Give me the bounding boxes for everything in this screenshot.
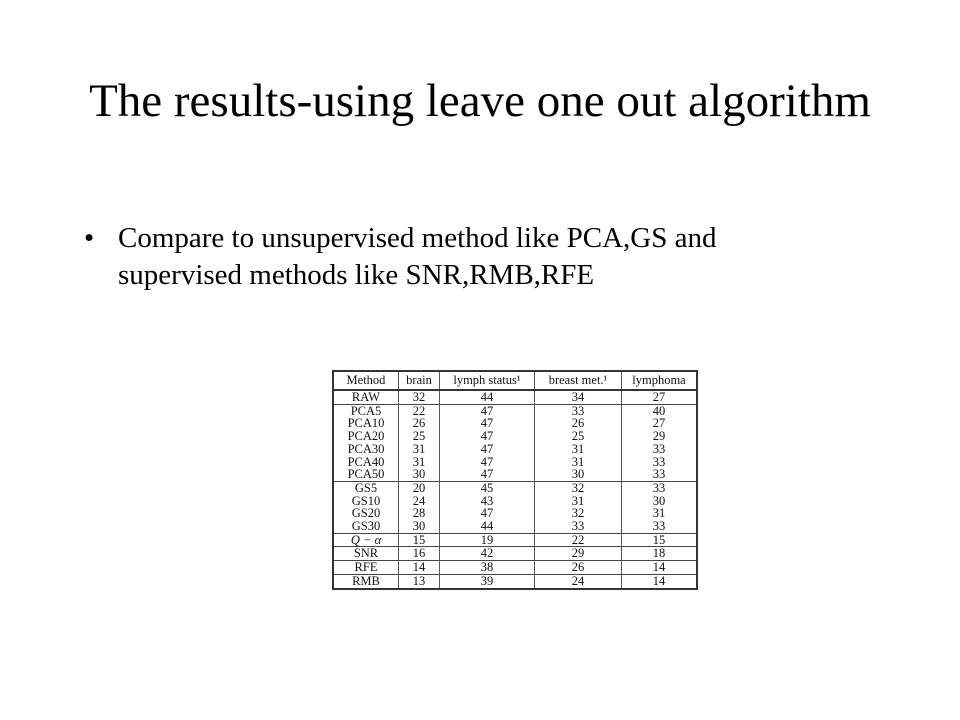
results-table	[332, 370, 698, 590]
cell-lymph-status: 45	[440, 481, 535, 494]
cell-brain: 13	[399, 574, 440, 588]
cell-method: SNR	[333, 547, 399, 561]
cell-method: RFE	[333, 561, 399, 575]
cell-lymph-status: 42	[440, 547, 535, 561]
table-row	[333, 495, 697, 508]
cell-brain: 30	[399, 468, 440, 481]
table-row-group	[333, 390, 697, 404]
cell-method: GS10	[333, 495, 399, 508]
table-row	[333, 533, 697, 547]
header-breast-met: breast met.¹	[535, 371, 622, 390]
cell-lymphoma: 33	[622, 520, 698, 533]
table-row	[333, 520, 697, 533]
cell-brain: 22	[399, 404, 440, 417]
table-row-group	[333, 533, 697, 547]
cell-method: RMB	[333, 574, 399, 588]
cell-method: PCA10	[333, 417, 399, 430]
table-row	[333, 481, 697, 494]
cell-lymph-status: 39	[440, 574, 535, 588]
cell-method: PCA5	[333, 404, 399, 417]
cell-lymphoma: 27	[622, 390, 698, 404]
table-row	[333, 417, 697, 430]
cell-method: GS30	[333, 520, 399, 533]
cell-method: PCA40	[333, 456, 399, 469]
cell-lymphoma: 14	[622, 574, 698, 588]
cell-lymphoma: 33	[622, 456, 698, 469]
table-row	[333, 390, 697, 404]
table-row	[333, 430, 697, 443]
cell-breast-met: 26	[535, 417, 622, 430]
table-row	[333, 468, 697, 481]
cell-lymphoma: 33	[622, 443, 698, 456]
cell-brain: 14	[399, 561, 440, 575]
cell-lymph-status: 47	[440, 417, 535, 430]
cell-breast-met: 30	[535, 468, 622, 481]
cell-method: PCA20	[333, 430, 399, 443]
cell-breast-met: 33	[535, 520, 622, 533]
cell-lymph-status: 47	[440, 456, 535, 469]
cell-lymph-status: 47	[440, 430, 535, 443]
header-method: Method	[333, 371, 399, 390]
cell-lymph-status: 44	[440, 520, 535, 533]
table-row	[333, 561, 697, 575]
cell-method: RAW	[333, 390, 399, 404]
cell-lymph-status: 43	[440, 495, 535, 508]
cell-breast-met: 32	[535, 481, 622, 494]
bullet-dot-icon: •	[84, 222, 95, 254]
cell-breast-met: 29	[535, 547, 622, 561]
cell-breast-met: 31	[535, 495, 622, 508]
cell-method: Q − α	[333, 533, 399, 547]
table-row	[333, 404, 697, 417]
cell-lymphoma: 18	[622, 547, 698, 561]
header-lymph-status: lymph status¹	[440, 371, 535, 390]
table-row	[333, 507, 697, 520]
table-row-group	[333, 561, 697, 575]
table-row	[333, 456, 697, 469]
cell-brain: 15	[399, 533, 440, 547]
cell-lymph-status: 47	[440, 443, 535, 456]
cell-brain: 31	[399, 443, 440, 456]
cell-lymphoma: 33	[622, 468, 698, 481]
cell-lymph-status: 44	[440, 390, 535, 404]
header-lymphoma: lymphoma	[622, 371, 698, 390]
cell-brain: 31	[399, 456, 440, 469]
cell-method: PCA30	[333, 443, 399, 456]
cell-brain: 32	[399, 390, 440, 404]
table-header-row	[333, 371, 697, 390]
cell-lymphoma: 15	[622, 533, 698, 547]
cell-breast-met: 22	[535, 533, 622, 547]
table-row-group	[333, 481, 697, 533]
cell-breast-met: 31	[535, 443, 622, 456]
cell-breast-met: 25	[535, 430, 622, 443]
table-row-group	[333, 404, 697, 481]
table-row	[333, 574, 697, 588]
cell-lymphoma: 33	[622, 481, 698, 494]
table-row-group	[333, 547, 697, 561]
bullet-list	[84, 220, 844, 294]
cell-method: PCA50	[333, 468, 399, 481]
bullet-item	[84, 220, 844, 294]
cell-breast-met: 34	[535, 390, 622, 404]
cell-brain: 30	[399, 520, 440, 533]
header-brain: brain	[399, 371, 440, 390]
cell-lymphoma: 31	[622, 507, 698, 520]
cell-brain: 24	[399, 495, 440, 508]
cell-lymph-status: 38	[440, 561, 535, 575]
cell-brain: 25	[399, 430, 440, 443]
cell-lymphoma: 30	[622, 495, 698, 508]
cell-breast-met: 26	[535, 561, 622, 575]
cell-lymph-status: 47	[440, 468, 535, 481]
cell-lymph-status: 19	[440, 533, 535, 547]
cell-brain: 20	[399, 481, 440, 494]
cell-lymphoma: 14	[622, 561, 698, 575]
cell-breast-met: 24	[535, 574, 622, 588]
table-row-group	[333, 574, 697, 588]
bullet-text: Compare to unsupervised method like PCA,GS and supervised methods like SNR,RMB,RFE	[118, 222, 717, 291]
cell-method: GS5	[333, 481, 399, 494]
cell-brain: 28	[399, 507, 440, 520]
cell-lymph-status: 47	[440, 404, 535, 417]
cell-method: GS20	[333, 507, 399, 520]
table-row	[333, 443, 697, 456]
slide-title: The results-using leave one out algorithm	[89, 75, 871, 127]
cell-breast-met: 33	[535, 404, 622, 417]
cell-lymphoma: 40	[622, 404, 698, 417]
cell-lymphoma: 27	[622, 417, 698, 430]
cell-breast-met: 32	[535, 507, 622, 520]
table-row	[333, 547, 697, 561]
cell-lymph-status: 47	[440, 507, 535, 520]
cell-brain: 16	[399, 547, 440, 561]
cell-breast-met: 31	[535, 456, 622, 469]
cell-lymphoma: 29	[622, 430, 698, 443]
cell-brain: 26	[399, 417, 440, 430]
